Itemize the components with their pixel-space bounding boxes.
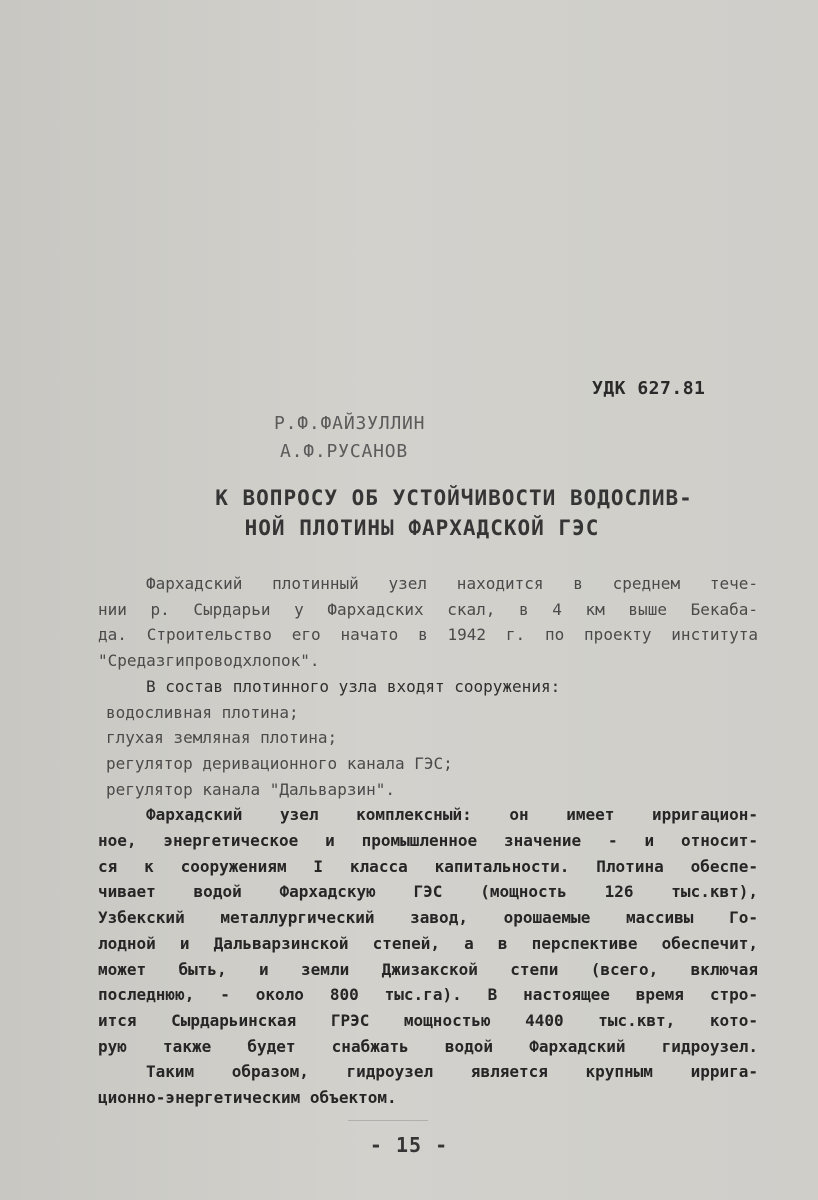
paragraph-line: последнюю, - около 800 тыс.га). В настоящее время стро-: [98, 985, 758, 1005]
paragraph-line: ционно-энергетическим объектом.: [98, 1088, 397, 1108]
authors-block: [274, 410, 574, 466]
paragraph-line: Фархадский плотинный узел находится в среднем тече-: [146, 574, 758, 593]
paragraph-line: Фархадский узел комплексный: он имеет ирригацион-: [146, 805, 758, 825]
author-name: Р.Ф.ФАЙЗУЛЛИН: [274, 413, 426, 434]
page-number: - 15 -: [369, 1133, 449, 1157]
footer-divider: [348, 1120, 428, 1121]
paragraph-line: Узбекский металлургический завод, орошаемые массивы Го-: [98, 908, 758, 928]
paragraph-line: Таким образом, гидроузел является крупным ирригa-: [146, 1062, 758, 1082]
paragraph-line: рую также будет снабжать водой Фархадский гидроузел.: [98, 1036, 758, 1056]
list-item: регулятор канала "Дальварзин".: [106, 779, 395, 799]
article-title: [0, 483, 818, 543]
paragraph-line: да. Строительство его начато в 1942 г. по проекту института: [98, 625, 758, 645]
list-item: глухая земляная плотина;: [106, 728, 338, 748]
list-item: регулятор деривационного канала ГЭС;: [106, 753, 453, 773]
paragraph-line: ное, энергетическое и промышленное значение - и относит-: [98, 831, 758, 851]
paragraph-line: нии р. Сырдарьи у Фархадских скал, в 4 км выше Бекаба-: [98, 599, 758, 619]
paragraph-line: лодной и Дальварзинской степей, а в перспективе обеспечит,: [98, 933, 758, 953]
author-name: А.Ф.РУСАНОВ: [280, 441, 409, 462]
paragraph-line: ится Сырдарьинская ГРЭС мощностью 4400 тыс.квт, кото-: [98, 1010, 758, 1030]
paragraph-line: ся к сооружениям I класса капитальности. Плотина обеспе-: [98, 856, 758, 876]
paragraph-line: "Средазгипроводхлопок".: [98, 651, 320, 671]
paragraph-line: В состав плотинного узла входят сооружения:: [146, 676, 561, 696]
list-item: водосливная плотина;: [106, 702, 299, 722]
title-line: К ВОПРОСУ ОБ УСТОЙЧИВОСТИ ВОДОСЛИВ-: [215, 486, 693, 510]
title-line: НОЙ ПЛОТИНЫ ФАРХАДСКОЙ ГЭС: [244, 516, 600, 540]
article-body: [98, 571, 758, 1111]
paragraph-line: может быть, и земли Джизакской степи (всего, включая: [98, 959, 758, 979]
udk-code: УДК 627.81: [592, 378, 706, 399]
paragraph-line: чивает водой Фархадскую ГЭС (мощность 126 тыс.квт),: [98, 882, 758, 902]
